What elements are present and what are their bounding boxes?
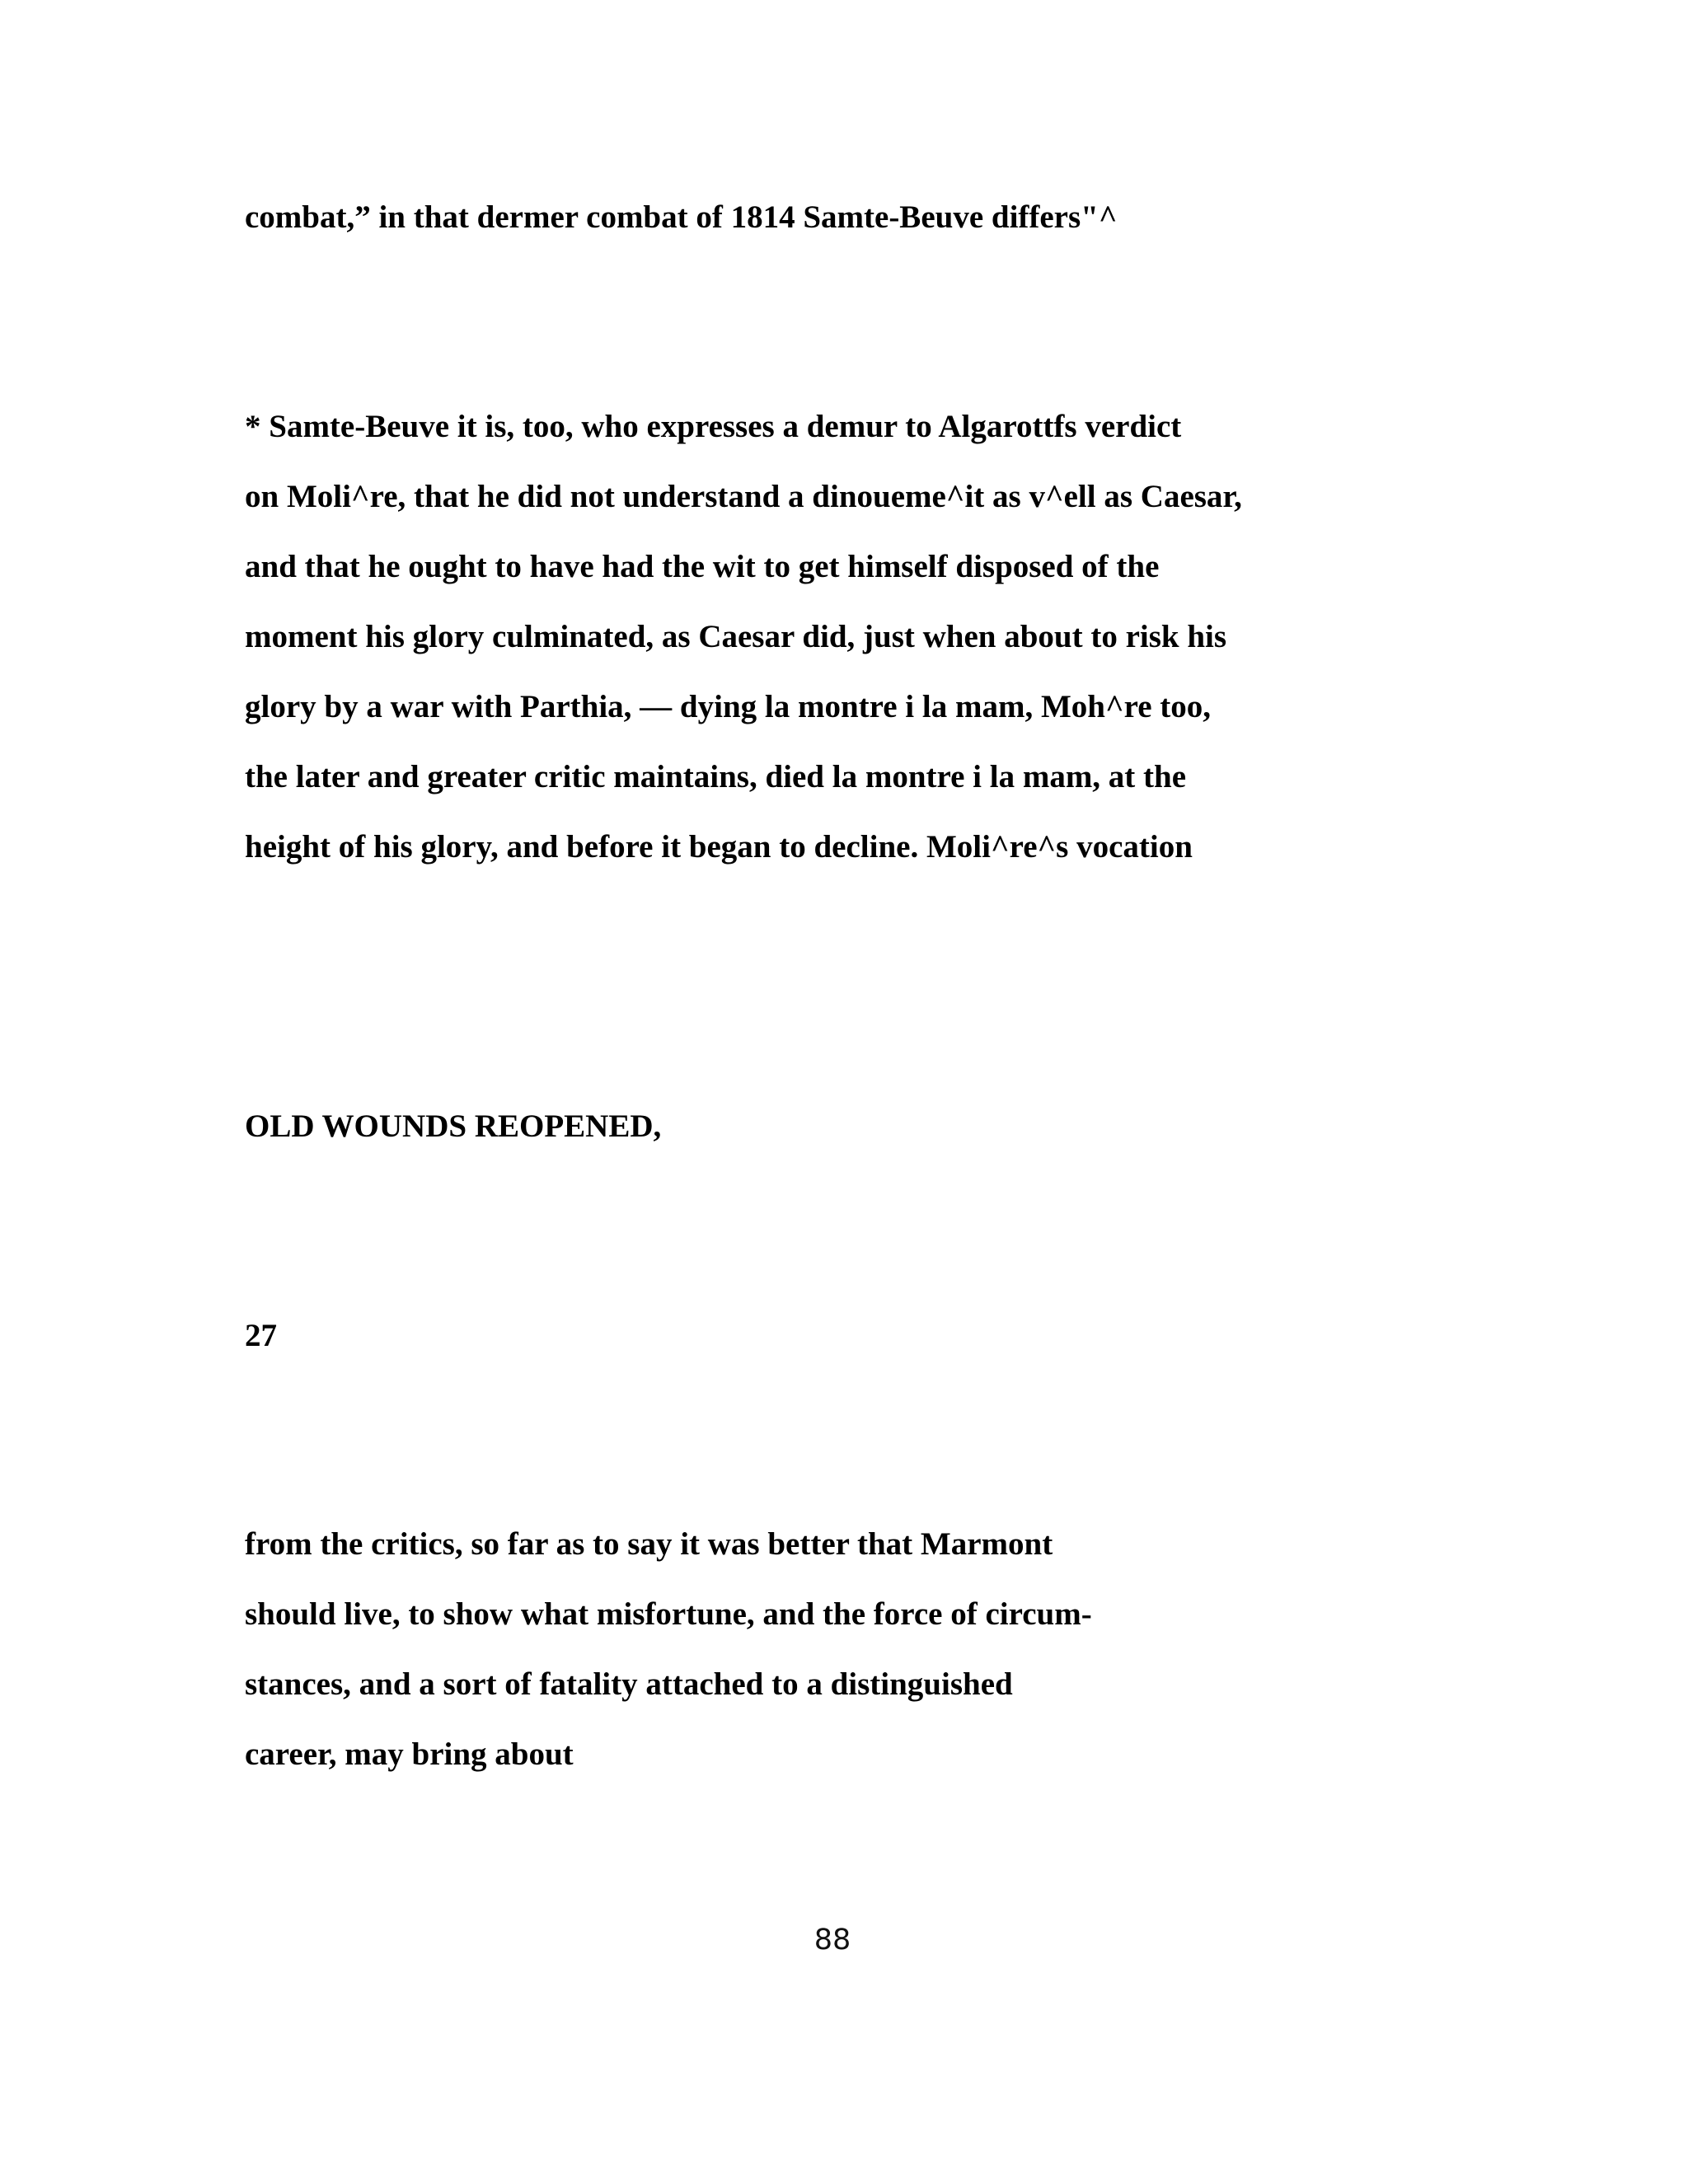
text-line: from the critics, so far as to say it was better that Marmont bbox=[245, 1526, 1053, 1562]
text-line: stances, and a sort of fatality attached to a distinguished bbox=[245, 1666, 1013, 1702]
text-line: on Moli^re, that he did not understand a dinoueme^it as v^ell as Caesar, bbox=[245, 479, 1242, 514]
running-number: 27 bbox=[245, 1318, 277, 1353]
text-line: height of his glory, and before it began to decline. Moli^re^s vocation bbox=[245, 829, 1193, 865]
text-line: and that he ought to have had the wit to get himself disposed of the bbox=[245, 549, 1160, 584]
text-line: the later and greater critic maintains, died la montre i la mam, at the bbox=[245, 759, 1187, 794]
text-line: glory by a war with Parthia, — dying la montre i la mam, Moh^re too, bbox=[245, 689, 1212, 724]
text-line: moment his glory culminated, as Caesar did, just when about to risk his bbox=[245, 619, 1227, 654]
text-line: career, may bring about bbox=[245, 1736, 574, 1772]
text-line: * Samte-Beuve it is, too, who expresses a demur to Algarottfs verdict bbox=[245, 409, 1182, 444]
page-number: 88 bbox=[814, 1924, 851, 1957]
running-head: OLD WOUNDS REOPENED, bbox=[245, 1108, 662, 1144]
text-line: should live, to show what misfortune, and the force of circum- bbox=[245, 1596, 1092, 1632]
text-line: combat,” in that dermer combat of 1814 Samte-Beuve differs"^ bbox=[245, 199, 1118, 235]
